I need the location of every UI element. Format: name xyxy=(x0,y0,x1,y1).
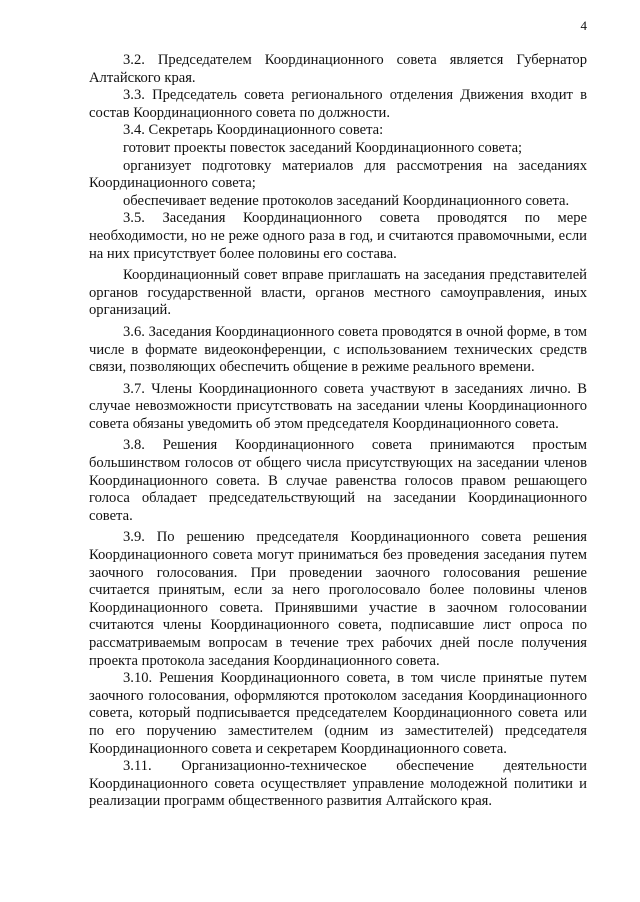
document-body xyxy=(89,52,587,811)
secretary-duty-materials: организует подготовку материалов для рассмотрения на заседаниях Координационного совета; xyxy=(89,157,587,192)
paragraph-3-10: 3.10. Решения Координационного совета, в том числе принятые путем заочного голосования, оформляются протоколом заседания Координационного совета, который подписывается председателем Координационного совета или по его поручению заместителем (одним из заместителей) председателя Координационного совета и секретарем Координационного совета. xyxy=(89,670,587,757)
paragraph-3-8: 3.8. Решения Координационного совета принимаются простым большинством голосов от общего числа присутствующих на заседании членов Координационного совета. В случае равенства голосов правом решающего голоса обладает председательствующий на заседании Координационного совета. xyxy=(89,437,587,524)
page-number: 4 xyxy=(580,18,587,33)
paragraph-3-7: 3.7. Члены Координационного совета участвуют в заседаниях лично. В случае невозможности присутствовать на заседании члены Координационного совета обязаны уведомить об этом председателя Координационного совета. xyxy=(89,380,587,432)
paragraph-3-11: 3.11. Организационно-техническое обеспечение деятельности Координационного совета осуществляет управление молодежной политики и реализации программ общественного развития Алтайского края. xyxy=(89,758,587,810)
paragraph-invitations: Координационный совет вправе приглашать на заседания представителей органов государственной власти, органов местного самоуправления, иных организаций. xyxy=(89,267,587,319)
paragraph-3-9: 3.9. По решению председателя Координационного совета решения Координационного совета могут приниматься без проведения заседания путем заочного голосования. При проведении заочного голосования решение считается принятым, если за него проголосовало более половины членов Координационного совета. Принявшими участие в заочном голосовании считаются члены Координационного совета, подписавшие лист опроса по рассматриваемым вопросам в течение трех рабочих дней после получения проекта протокола заседания Координационного совета. xyxy=(89,529,587,669)
secretary-duty-agendas: готовит проекты повесток заседаний Координационного совета; xyxy=(123,139,523,156)
paragraph-3-5: 3.5. Заседания Координационного совета проводятся по мере необходимости, но не реже одного раза в год, и считаются правомочными, если на них присутствует более половины его состава. xyxy=(89,210,587,262)
secretary-duty-minutes: обеспечивает ведение протоколов заседаний Координационного совета. xyxy=(123,192,570,209)
paragraph-3-3: 3.3. Председатель совета регионального отделения Движения входит в состав Координационного совета по должности. xyxy=(89,87,587,121)
paragraph-3-6: 3.6. Заседания Координационного совета проводятся в очной форме, в том числе в формате видеоконференции, с использованием технических средств связи, позволяющих обеспечить общение в режиме реального времени. xyxy=(89,323,587,376)
paragraph-3-2: 3.2. Председателем Координационного совета является Губернатор Алтайского края. xyxy=(89,52,587,86)
paragraph-3-4: 3.4. Секретарь Координационного совета: xyxy=(123,122,384,139)
